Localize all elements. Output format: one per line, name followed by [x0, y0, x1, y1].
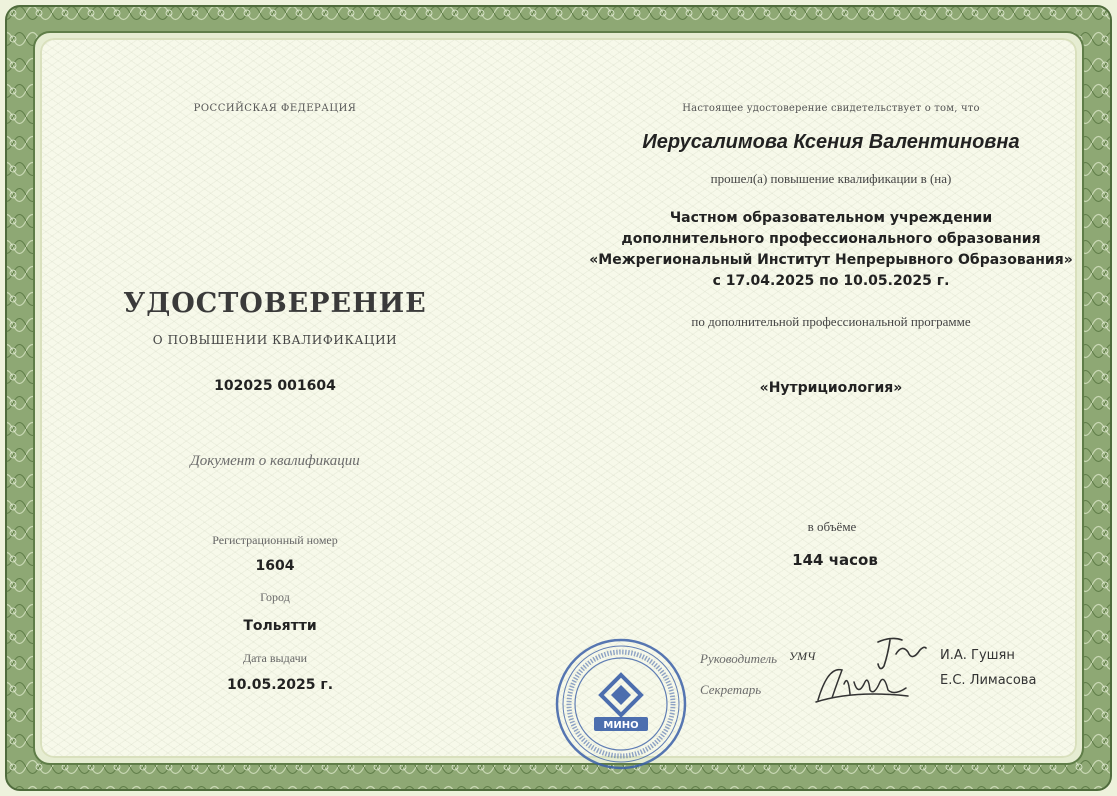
certificate-title: УДОСТОВЕРЕНИЕ: [123, 288, 427, 319]
secretary-name: Е.С. Лимасова: [940, 673, 1037, 688]
country-label: РОССИЙСКАЯ ФЕДЕРАЦИЯ: [193, 103, 357, 114]
organization-block: [570, 208, 1092, 292]
institution-seal-icon: [554, 637, 688, 771]
seal-logo-text: МИНО: [603, 720, 639, 731]
city-label: Город: [260, 590, 290, 604]
registration-number-label: Регистрационный номер: [212, 533, 338, 547]
program-name: «Нутрициология»: [759, 380, 903, 396]
holder-name: Иерусалимова Ксения Валентиновна: [642, 131, 1020, 153]
issue-date-label: Дата выдачи: [242, 651, 308, 665]
passed-text: прошел(а) повышение квалификации в (на): [710, 171, 952, 186]
document-type: Документ о квалификации: [190, 453, 360, 469]
training-period: с 17.04.2025 по 10.05.2025 г.: [712, 273, 950, 289]
program-label: по дополнительной профессиональной программе: [691, 314, 971, 329]
registration-number: 1604: [255, 558, 295, 574]
head-label: Руководитель: [700, 651, 778, 666]
volume-value: 144 часов: [792, 551, 878, 569]
city-value: Тольятти: [243, 618, 317, 634]
intro-text: Настоящее удостоверение свидетельствует о том, что: [682, 103, 980, 114]
secretary-label: Секретарь: [700, 682, 762, 697]
certificate-number: 102025 001604: [214, 378, 336, 394]
secretary-signature-icon: [814, 660, 910, 706]
organization-line: дополнительного профессионального образования: [621, 231, 1041, 247]
organization-line: «Межрегиональный Институт Непрерывного Образования»: [589, 252, 1073, 268]
organization-line: Частном образовательном учреждении: [669, 210, 993, 226]
head-department: УМЧ: [789, 649, 816, 663]
head-name: И.А. Гушян: [940, 648, 1015, 663]
volume-label: в объёме: [807, 519, 857, 534]
issue-date: 10.05.2025 г.: [226, 677, 334, 693]
certificate-subtitle: О ПОВЫШЕНИИ КВАЛИФИКАЦИИ: [152, 333, 398, 347]
